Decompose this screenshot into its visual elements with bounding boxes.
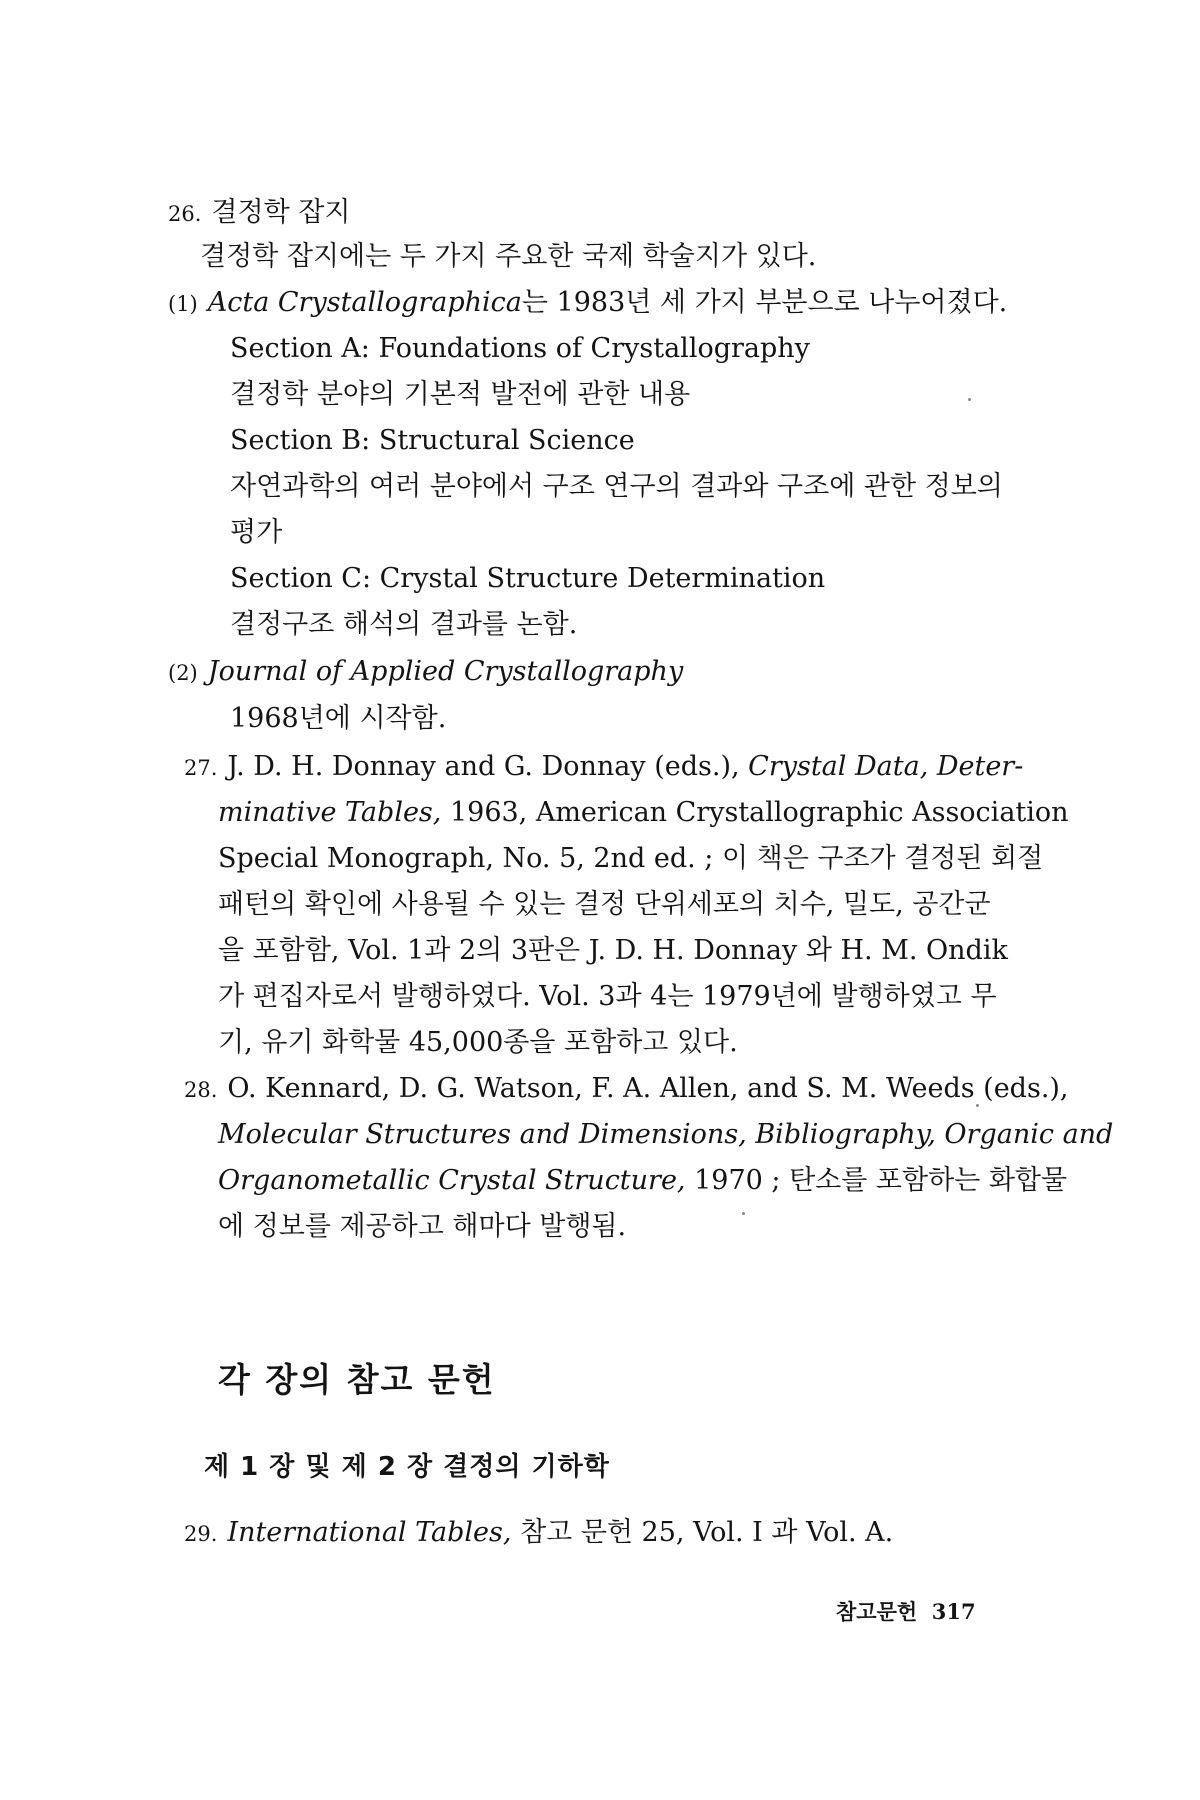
entry-29 (184, 1516, 893, 1551)
section-c-description: 결정구조 해석의 결과를 논함. (230, 609, 578, 640)
citation-text: J. D. H. Donnay and G. Donnay (eds.), (227, 751, 749, 782)
book-title: Organometallic Crystal Structure, (218, 1165, 686, 1196)
page-number: 317 (931, 1599, 976, 1624)
entry-27-line-4: 패턴의 확인에 사용될 수 있는 결정 단위세포의 치수, 밀도, 공간군 (218, 889, 991, 920)
entry-number: 26. (168, 202, 202, 226)
footer-label: 참고문헌 (836, 1599, 918, 1624)
entry-27-line-3: Special Monograph, No. 5, 2nd ed. ; 이 책은 구조가 결정된 회절 (218, 843, 1044, 874)
entry-number: 28. (184, 1078, 218, 1102)
entry-27-line-5: 을 포함함, Vol. 1과 2의 3판은 J. D. H. Donnay 와 H. M. Ondik (218, 935, 1008, 966)
entry-26-item-2-description: 1968년에 시작함. (230, 703, 447, 734)
entry-26-heading (168, 196, 350, 231)
entry-26-item-1 (168, 286, 1007, 321)
entry-title: 결정학 잡지 (211, 197, 351, 228)
entry-28-line-3 (218, 1164, 1067, 1198)
book-title-cont: minative Tables, (218, 797, 442, 828)
scan-speck (742, 1212, 745, 1215)
item-text: 는 1983년 세 가지 부분으로 나누어졌다. (521, 287, 1008, 318)
section-a-description: 결정학 분야의 기본적 발전에 관한 내용 (230, 379, 691, 410)
scan-speck (976, 1104, 979, 1107)
section-heading: 각 장의 참고 문헌 (218, 1360, 496, 1399)
entry-27-line-2 (218, 796, 1069, 830)
scan-speck (968, 398, 971, 401)
entry-number: 27. (184, 756, 218, 780)
entry-28-line-4: 에 정보를 제공하고 해마다 발행됨. (218, 1211, 627, 1242)
book-title: Crystal Data, Deter- (748, 751, 1024, 782)
section-b-description: 자연과학의 여러 분야에서 구조 연구의 결과와 구조에 관한 정보의 (230, 471, 1003, 502)
item-marker: (2) (168, 661, 198, 685)
citation-text: 참고 문헌 25, Vol. I 과 Vol. A. (511, 1517, 894, 1548)
entry-26-item-2 (168, 655, 683, 690)
book-title: International Tables, (227, 1517, 512, 1548)
page-footer (836, 1596, 976, 1626)
citation-text: 1970 ; 탄소를 포함하는 화합물 (685, 1165, 1068, 1196)
entry-26-intro: 결정학 잡지에는 두 가지 주요한 국제 학술지가 있다. (200, 241, 817, 272)
section-a-title: Section A: Foundations of Crystallography (230, 333, 810, 364)
entry-number: 29. (184, 1522, 218, 1546)
citation-text: 1963, American Crystallographic Association (441, 797, 1069, 828)
journal-title: Journal of Applied Crystallography (207, 656, 684, 687)
section-c-title: Section C: Crystal Structure Determination (230, 563, 826, 594)
section-b-title: Section B: Structural Science (230, 425, 635, 456)
entry-27-line-7: 기, 유기 화학물 45,000종을 포함하고 있다. (218, 1027, 738, 1058)
entry-27-line-6: 가 편집자로서 발행하였다. Vol. 3과 4는 1979년에 발행하였고 무 (218, 981, 997, 1012)
subsection-heading: 제 1 장 및 제 2 장 결정의 기하학 (204, 1452, 610, 1482)
section-b-description-cont: 평가 (230, 517, 283, 548)
journal-title: Acta Crystallographica (207, 287, 522, 318)
entry-28-line-1 (184, 1072, 1069, 1107)
entry-28-line-2: Molecular Structures and Dimensions, Bibliography, Organic and (218, 1119, 1114, 1150)
citation-text: O. Kennard, D. G. Watson, F. A. Allen, and S. M. Weeds (eds.), (227, 1073, 1069, 1104)
entry-27-line-1 (184, 750, 1023, 785)
item-marker: (1) (168, 292, 198, 316)
